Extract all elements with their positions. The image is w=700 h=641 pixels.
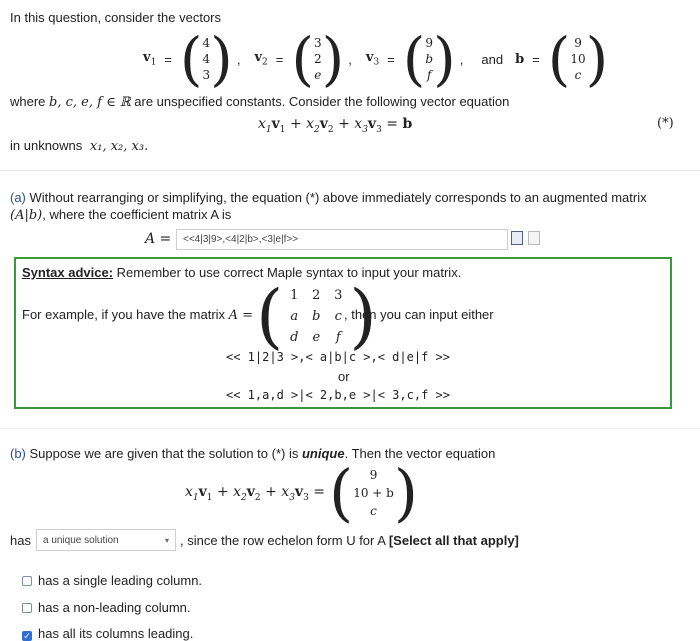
v2-label: $v_2$ — [254, 50, 268, 68]
equation-tag: (*) — [657, 116, 674, 131]
option-all-leading[interactable]: ✓ has all its columns leading. — [23, 626, 194, 641]
intro-line: In this question, consider the vectors — [10, 10, 222, 25]
advice-title: Syntax advice: Remember to use correct Maple syntax to input your matrix. — [22, 265, 462, 280]
and-word: and — [481, 51, 504, 67]
matrix-input[interactable]: <<4|3|9>,<4|2|b>,<3|e|f>> — [176, 229, 508, 250]
vector-equation: $x_1v_1 + x_2v_2 + x_3v_3 = b$ — [258, 116, 413, 135]
syntax-advice-box — [14, 257, 672, 409]
vectors-row: $v_1$ = ( 4 4 3 ) , $v_2$ = ( 3 2 e ) , $v_3$ = ( 9 b f ) , and b = ( 9 10 c ) — [143, 25, 609, 93]
b-label: b — [515, 51, 525, 67]
part-b-equation: $x_1v_1 + x_2v_2 + x_3v_3$ = ( 9 10 + b c ) — [185, 456, 419, 529]
checkbox[interactable] — [22, 603, 32, 613]
or-word: or — [338, 369, 350, 384]
help-doc-icon[interactable] — [528, 231, 540, 245]
b-vector: ( 9 10 c ) — [547, 25, 609, 93]
divider — [0, 170, 700, 171]
part-b-text: (b) Suppose we are given that the solution to (*) is unique. Then the vector equation — [10, 446, 496, 461]
v3-vector: ( 9 b f ) — [402, 25, 456, 93]
code-example-2: << 1,a,d >|< 2,b,e >|< 3,c,f >> — [226, 388, 450, 402]
option-non-leading[interactable]: has a non-leading column. — [22, 600, 191, 615]
unknowns-line: in unknowns x₁, x₂, x₃. — [10, 138, 149, 154]
chevron-down-icon: ▾ — [164, 535, 169, 545]
checkbox[interactable] — [22, 576, 32, 586]
rhs-vector: ( 9 10 + b c ) — [328, 456, 419, 529]
a-label: A = — [145, 231, 172, 247]
v3-label: $v_3$ — [365, 50, 380, 68]
since-text: , since the row echelon form U for A [Select all that apply] — [180, 533, 519, 548]
v2-vector: ( 3 2 e ) — [291, 25, 345, 93]
preview-icon[interactable] — [511, 231, 523, 245]
v1-vector: ( 4 4 3 ) — [179, 25, 233, 93]
v1-label: $v_1$ — [143, 50, 157, 68]
solution-select[interactable]: a unique solution ▾ — [36, 529, 176, 551]
advice-example-prefix: For example, if you have the matrix A = — [22, 307, 254, 323]
part-a-text2: (A|b), where the coefficient matrix A is — [10, 207, 232, 223]
has-word: has — [10, 533, 31, 548]
code-example-1: << 1|2|3 >,< a|b|c >,< d|e|f >> — [226, 350, 450, 364]
example-matrix: ( 1 2 3 a b c d e f ) — [256, 275, 377, 357]
where-line: where b, c, e, f ∈ ℝ are unspecified constants. Consider the following vector equation — [10, 94, 510, 110]
advice-example-suffix: , then you can input either — [344, 307, 494, 322]
divider — [0, 428, 700, 429]
part-a-text: (a) Without rearranging or simplifying, the equation (*) above immediately corresponds to an augmented matrix — [10, 190, 647, 205]
option-single-leading[interactable]: has a single leading column. — [22, 573, 202, 588]
checkbox-checked[interactable]: ✓ — [23, 631, 31, 641]
